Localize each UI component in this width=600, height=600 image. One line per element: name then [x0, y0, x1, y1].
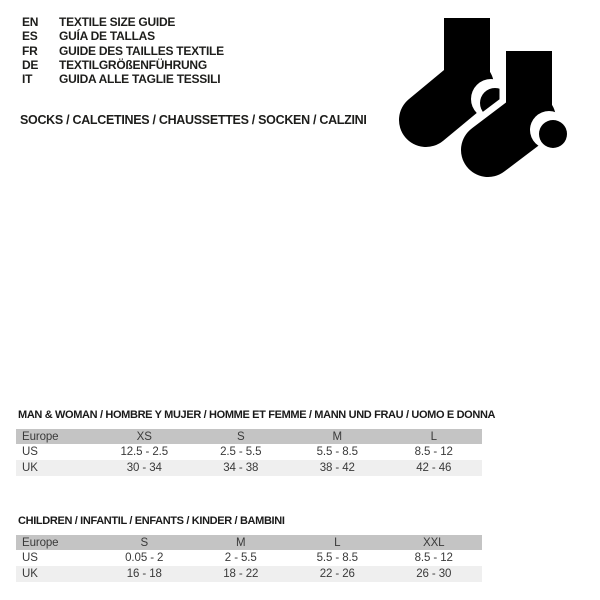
- language-row: [22, 72, 224, 86]
- table-title: CHILDREN / INFANTIL / ENFANTS / KINDER / BAMBINI: [18, 515, 285, 527]
- column-header: M: [332, 430, 342, 443]
- language-label: TEXTILE SIZE GUIDE: [59, 15, 176, 30]
- region-cell: US: [22, 552, 38, 564]
- language-code: EN: [22, 15, 39, 30]
- column-header: L: [334, 536, 341, 549]
- language-label: GUIDA ALLE TAGLIE TESSILI: [59, 72, 221, 87]
- table-row: [16, 444, 482, 460]
- size-table: [16, 429, 482, 476]
- value-cell: 38 - 42: [319, 462, 355, 474]
- language-label: GUÍA DE TALLAS: [59, 29, 155, 44]
- value-cell: 0.05 - 2: [125, 552, 164, 564]
- value-cell: 30 - 34: [126, 462, 162, 474]
- value-cell: 5.5 - 8.5: [316, 446, 358, 458]
- value-cell: 8.5 - 12: [414, 446, 453, 458]
- value-cell: 18 - 22: [223, 568, 259, 580]
- value-cell: 34 - 38: [223, 462, 259, 474]
- language-code: IT: [22, 72, 33, 87]
- value-cell: 22 - 26: [319, 568, 355, 580]
- size-table-man-woman: [16, 409, 496, 476]
- value-cell: 26 - 30: [416, 568, 452, 580]
- table-header-row: [16, 535, 482, 550]
- region-cell: UK: [22, 568, 38, 580]
- table-row: [16, 460, 482, 476]
- column-header: S: [140, 536, 149, 549]
- column-header: XXL: [423, 536, 445, 549]
- language-row: [22, 15, 224, 29]
- language-label: GUIDE DES TAILLES TEXTILE: [59, 43, 224, 58]
- value-cell: 42 - 46: [416, 462, 452, 474]
- table-title: MAN & WOMAN / HOMBRE Y MUJER / HOMME ET FEMME / MANN UND FRAU / UOMO E DONNA: [18, 409, 496, 421]
- value-cell: 8.5 - 12: [414, 552, 453, 564]
- language-label: TEXTILGRÖßENFÜHRUNG: [59, 58, 207, 73]
- column-header: XS: [136, 430, 152, 443]
- column-header: Europe: [22, 536, 59, 549]
- table-row: [16, 566, 482, 582]
- value-cell: 16 - 18: [126, 568, 162, 580]
- value-cell: 5.5 - 8.5: [316, 552, 358, 564]
- size-table-children: [16, 515, 482, 582]
- language-row: [22, 29, 224, 43]
- column-header: L: [430, 430, 437, 443]
- socks-icon: [396, 6, 571, 184]
- size-table: [16, 535, 482, 582]
- column-header: Europe: [22, 430, 59, 443]
- language-row: [22, 44, 224, 58]
- value-cell: 2.5 - 5.5: [220, 446, 262, 458]
- region-cell: US: [22, 446, 38, 458]
- value-cell: 2 - 5.5: [224, 552, 257, 564]
- language-code: ES: [22, 29, 38, 44]
- value-cell: 12.5 - 2.5: [120, 446, 169, 458]
- column-header: S: [236, 430, 245, 443]
- language-code: DE: [22, 58, 39, 73]
- language-row: [22, 58, 224, 72]
- region-cell: UK: [22, 462, 38, 474]
- product-category-line: SOCKS / CALCETINES / CHAUSSETTES / SOCKEN / CALZINI: [20, 113, 367, 127]
- table-row: [16, 550, 482, 566]
- language-code: FR: [22, 43, 38, 58]
- column-header: M: [236, 536, 246, 549]
- table-header-row: [16, 429, 482, 444]
- language-legend: [22, 15, 224, 86]
